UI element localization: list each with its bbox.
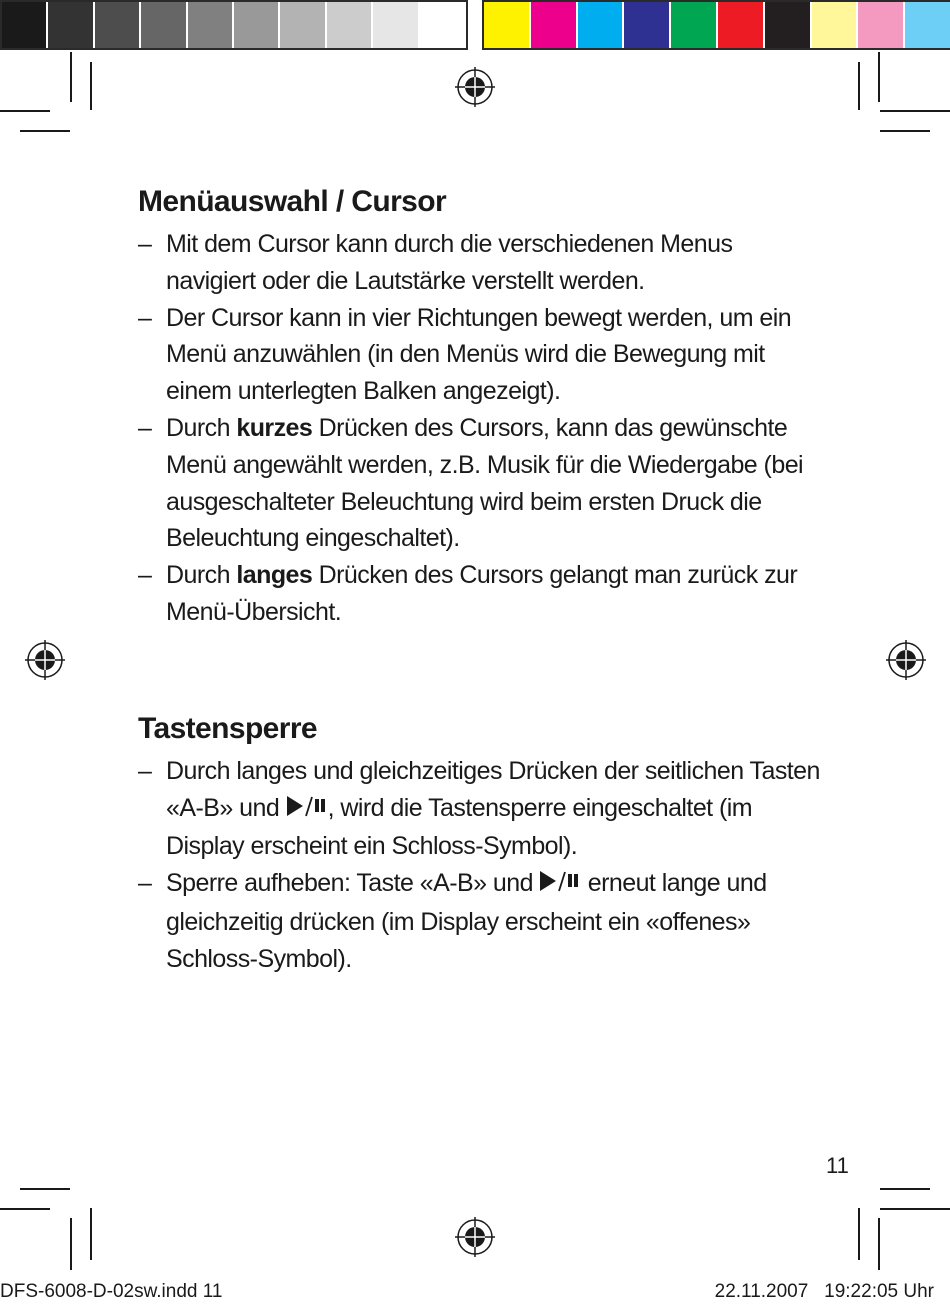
key-lock-list	[138, 753, 828, 978]
crop-mark	[0, 110, 50, 112]
crop-mark	[20, 130, 70, 132]
crop-mark	[70, 52, 72, 102]
list-item	[138, 865, 828, 977]
section-heading-key-lock: Tastensperre	[138, 711, 317, 745]
color-swatch	[280, 2, 324, 48]
list-dash: –	[138, 303, 152, 332]
crop-mark	[880, 1188, 930, 1190]
color-swatch	[718, 2, 763, 48]
crop-mark	[70, 1218, 72, 1270]
page-number: 11	[826, 1153, 849, 1178]
grayscale-swatches	[0, 0, 468, 50]
list-item-text-post: erneut lange und gleichzeitig drücken (im Display erscheint ein «offenes» Schloss-Symbol).	[166, 869, 767, 973]
list-dash: –	[138, 756, 152, 785]
crop-mark	[878, 52, 880, 102]
list-dash: –	[138, 413, 152, 442]
color-swatch	[188, 2, 232, 48]
list-dash: –	[138, 230, 152, 258]
page-content	[138, 178, 828, 978]
crop-mark	[858, 62, 860, 110]
color-swatch	[905, 2, 950, 48]
crop-mark	[858, 1208, 860, 1260]
section-heading-menu-cursor: Menüauswahl / Cursor	[138, 185, 447, 218]
color-swatch	[578, 2, 623, 48]
list-item-emphasis: kurzes	[236, 413, 313, 442]
color-swatches	[482, 0, 950, 50]
list-item	[138, 753, 828, 865]
play-pause-icon	[286, 792, 328, 829]
list-item-text-pre: Durch	[166, 561, 237, 590]
color-swatch	[373, 2, 417, 48]
color-calibration-bar	[0, 0, 950, 52]
play-pause-icon	[539, 867, 581, 904]
color-swatch	[420, 2, 464, 48]
list-item-text-post: , wird die Tastensperre eingeschaltet (im Display erscheint ein Schloss-Symbol).	[166, 793, 753, 861]
registration-mark-icon	[455, 67, 495, 107]
list-dash: –	[138, 561, 152, 590]
crop-mark	[90, 62, 92, 110]
registration-mark-icon	[455, 1217, 495, 1257]
color-swatch	[234, 2, 278, 48]
slug-filename: DFS-6008-D-02sw.indd 11	[0, 1281, 223, 1302]
color-swatch	[327, 2, 371, 48]
registration-mark-icon	[25, 640, 65, 680]
registration-mark-icon	[886, 640, 926, 680]
color-swatch	[812, 2, 857, 48]
list-item	[138, 557, 828, 631]
crop-mark	[878, 1218, 880, 1270]
color-swatch	[484, 2, 529, 48]
list-item-emphasis: langes	[236, 561, 313, 590]
list-item-text-pre: Durch	[166, 413, 237, 442]
list-item	[138, 410, 828, 557]
color-swatch	[48, 2, 92, 48]
color-swatch	[624, 2, 669, 48]
list-dash: –	[138, 869, 152, 898]
crop-mark	[880, 110, 950, 112]
crop-mark	[90, 1208, 92, 1260]
color-swatch	[531, 2, 576, 48]
list-item-text-post: Drücken des Cursors gelangt man zurück zur Menü-Übersicht.	[166, 561, 798, 626]
color-swatch	[2, 2, 46, 48]
color-swatch	[141, 2, 185, 48]
crop-mark	[880, 1208, 950, 1210]
color-swatch	[765, 2, 810, 48]
list-item	[138, 226, 828, 300]
list-item-text-pre: Sperre aufheben: Taste «A-B» und	[166, 869, 540, 898]
color-swatch	[671, 2, 716, 48]
list-item-text-pre: Durch langes und gleichzeitiges Drücken der seitlichen Tasten «A-B» und	[166, 756, 820, 822]
color-swatch	[95, 2, 139, 48]
list-item	[138, 300, 828, 410]
crop-mark	[880, 130, 930, 132]
crop-mark	[0, 1208, 50, 1210]
menu-cursor-list	[138, 226, 828, 631]
list-item-text: Mit dem Cursor kann durch die verschiedenen Menus navigiert oder die Lautstärke verstellt werden.	[166, 230, 733, 295]
list-item-text-post: Drücken des Cursors, kann das gewünschte Menü angewählt werden, z.B. Musik für die Wiedergabe (bei ausgeschalteter Beleuchtung wird beim ersten Druck die Beleuchtung eingeschaltet).	[166, 413, 804, 553]
color-swatch	[858, 2, 903, 48]
slug-timestamp: 22.11.2007 19:22:05 Uhr	[714, 1281, 934, 1302]
crop-mark	[20, 1188, 70, 1190]
list-item-text: Der Cursor kann in vier Richtungen bewegt werden, um ein Menü anzuwählen (in den Menüs wird die Bewegung mit einem unterlegten Balken angezeigt).	[166, 303, 792, 406]
